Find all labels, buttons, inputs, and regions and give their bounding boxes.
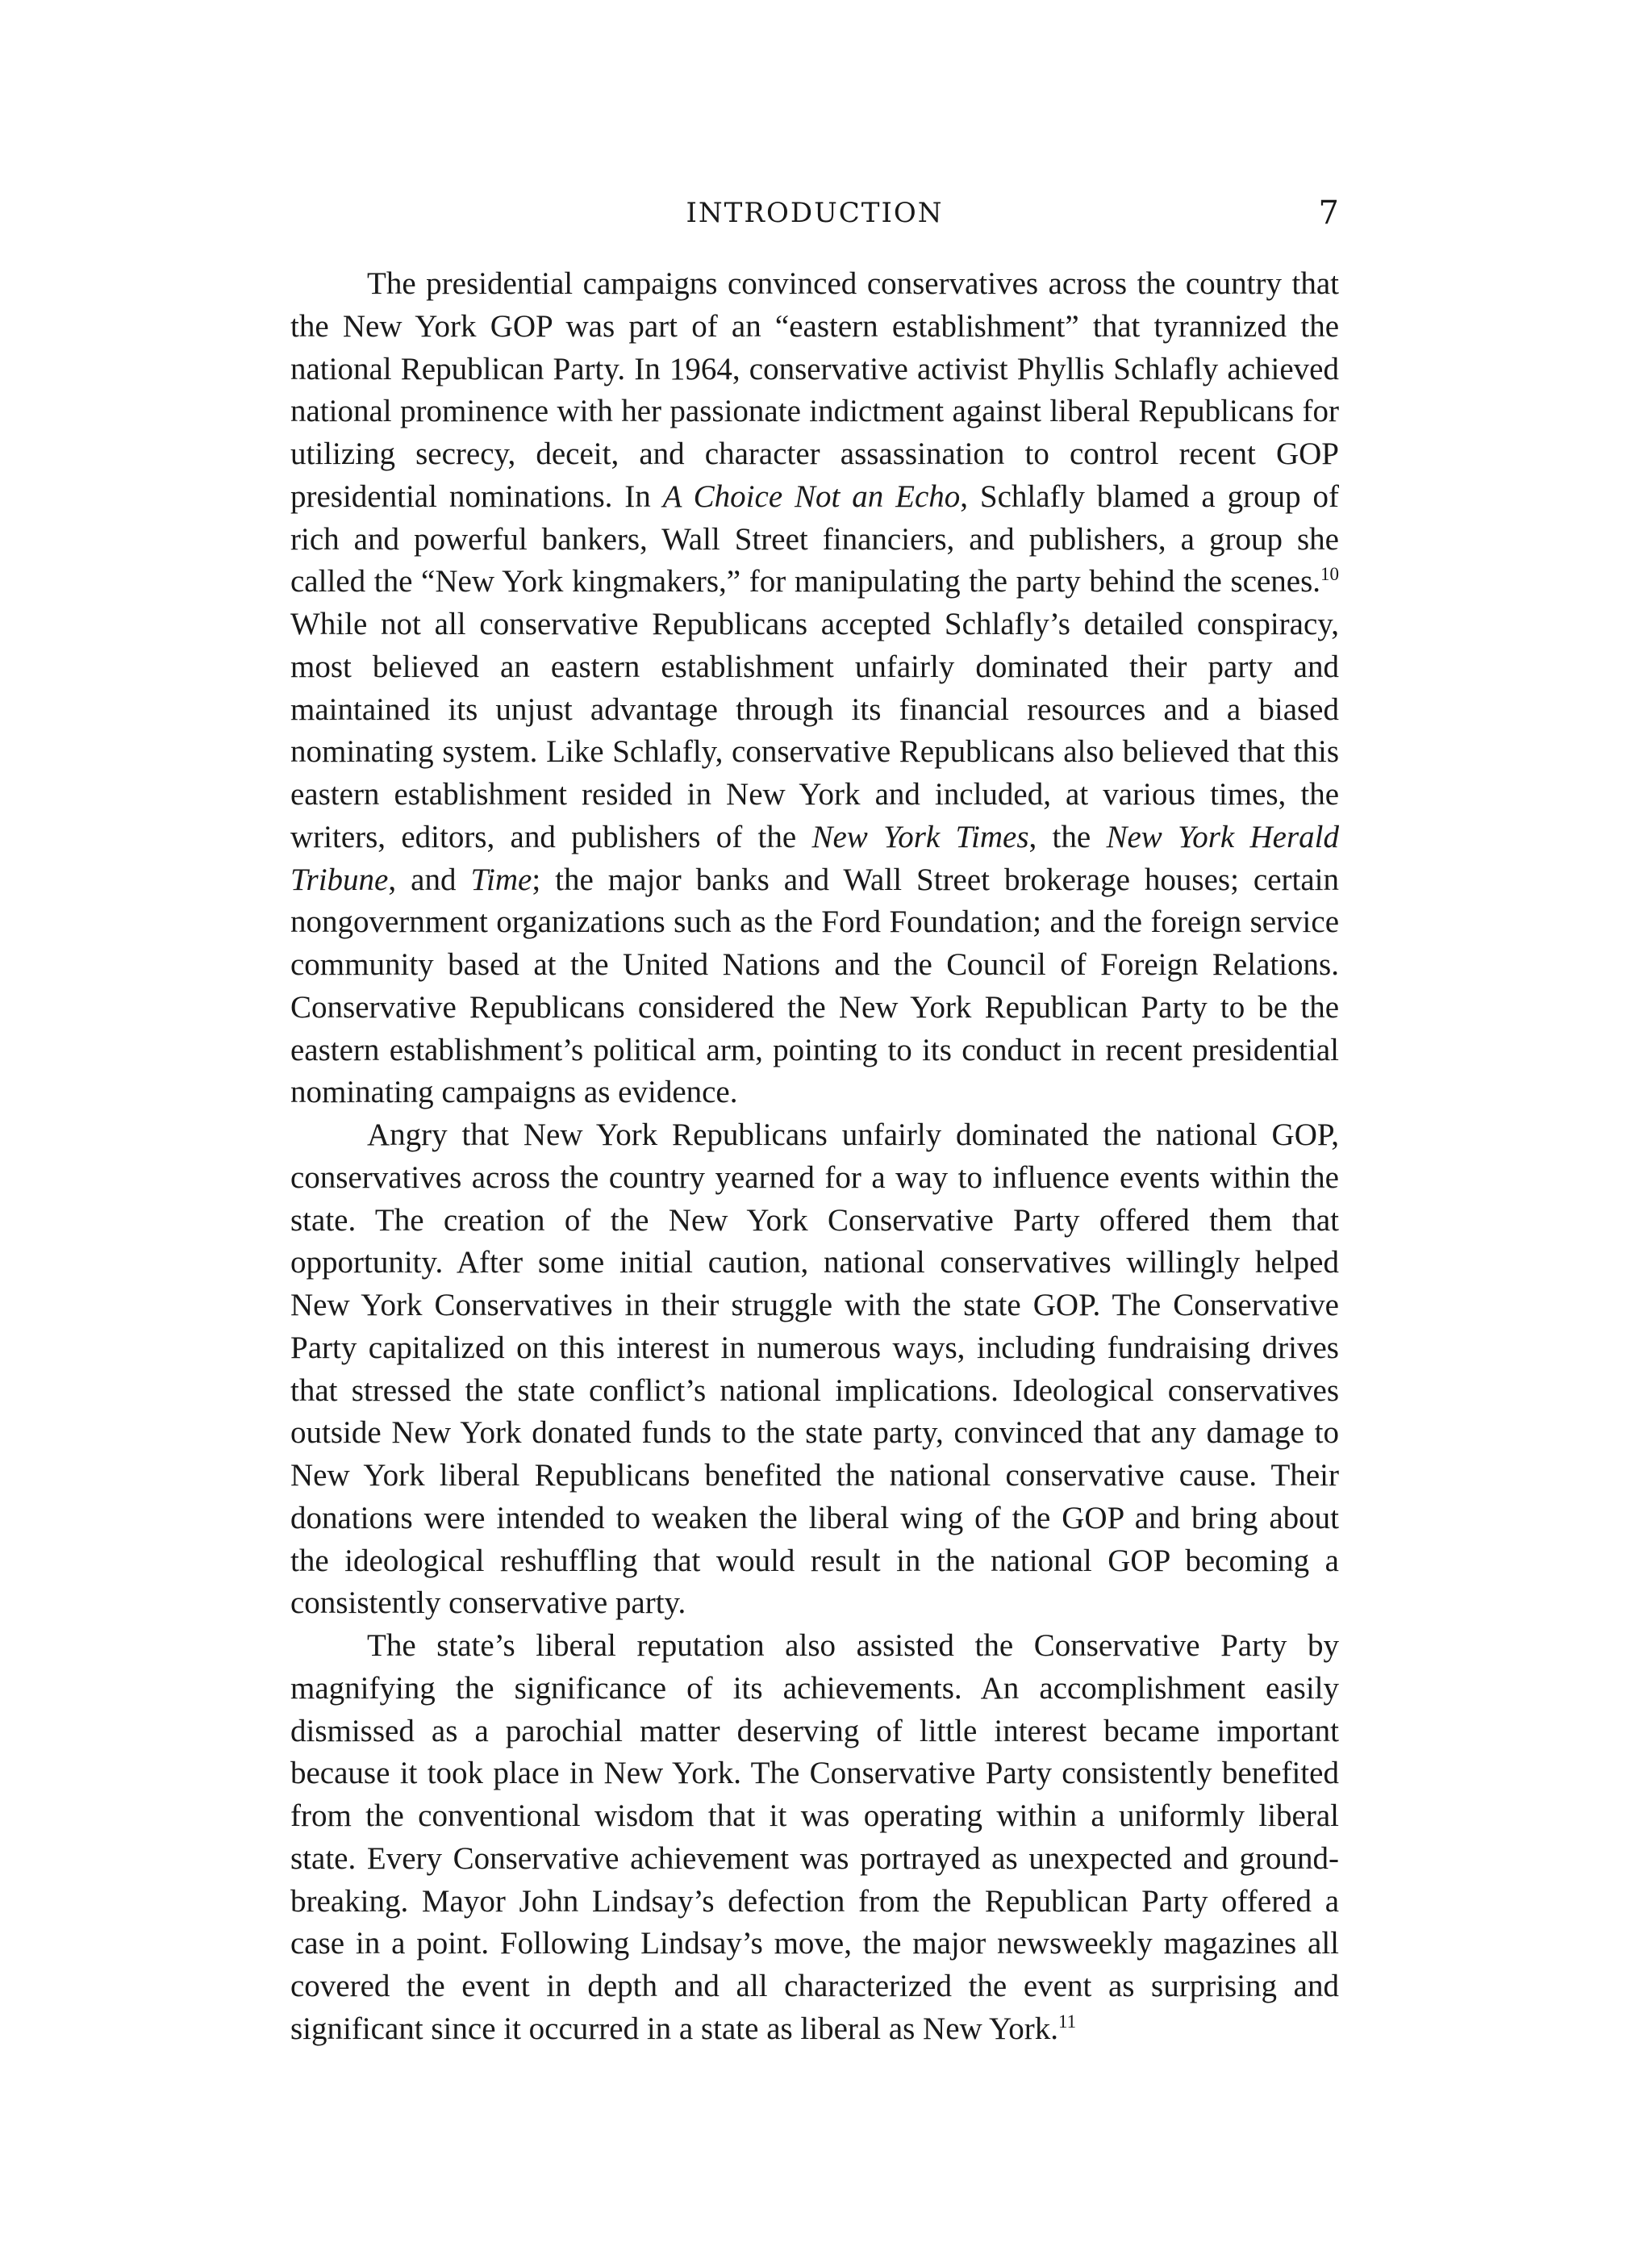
italic-title: A Choice Not an Echo — [662, 478, 961, 514]
text-run: The presidential campaigns convinced conservatives across the country that the New York GOP was part of an “eastern establishment” that tyrannized the national Republican Party. In 1964, conservative activist Phyllis Schlafly achieved national prominence with her passionate indictment against liberal Republicans for utilizing secrecy, deceit, and character assassination to control recent GOP presidential nominations. In — [290, 266, 1339, 514]
paragraph-1 — [290, 263, 1339, 1114]
body-text — [290, 263, 1339, 2051]
page-number: 7 — [1318, 194, 1339, 232]
italic-title: Time — [470, 862, 532, 897]
footnote-ref: 10 — [1320, 564, 1339, 585]
footnote-ref: 11 — [1057, 2011, 1077, 2032]
text-run: While not all conservative Republicans accepted Schlafly’s detailed conspiracy, most believed an eastern establishment unfairly dominated their party and maintained its unjust advantage through its financial resources and a biased nominating system. Like Schlafly, conservative Republicans also believed that this eastern establishment resided in New York and included, at various times, the writers, editors, and publishers of the — [290, 607, 1339, 854]
running-head — [290, 194, 1339, 242]
italic-title: New York Times — [811, 819, 1029, 854]
italic-title: New York Herald Tribune — [290, 819, 1339, 897]
running-title: INTRODUCTION — [686, 197, 944, 229]
text-run: , Schlafly blamed a group of rich and powerful bankers, Wall Street financiers, and publishers, a group she called the “New York kingmakers,” for manipulating the party behind the scenes. — [290, 478, 1339, 599]
text-run: The state’s liberal reputation also assisted the Conservative Party by magnifying the significance of its achievements. An accomplishment easily dismissed as a parochial matter deserving of little interest became important because it took place in New York. The Conservative Party consistently benefited from the conventional wisdom that it was operating within a uniformly liberal state. Every Conservative achievement was portrayed as unexpected and ground-breaking. Mayor John Lindsay’s defection from the Republican Party offered a case in a point. Following Lindsay’s move, the major newsweekly magazines all covered the event in depth and all characterized the event as surprising and significant since it occurred in a state as liberal as New York. — [290, 1628, 1339, 2046]
paragraph-2 — [290, 1114, 1339, 1625]
paragraph-3 — [290, 1625, 1339, 2051]
text-run: , and — [388, 862, 471, 897]
text-run: , the — [1028, 819, 1107, 854]
text-run: ; the major banks and Wall Street brokerage houses; certain nongovernment organizations such as the Ford Foundation; and the foreign service community based at the United Nations and the Council of Foreign Relations. Conservative Republicans considered the New York Republican Party to be the eastern establishment’s political arm, pointing to its conduct in recent presidential nominating campaigns as evidence. — [290, 862, 1340, 1110]
text-run: Angry that New York Republicans unfairly dominated the national GOP, conservatives across the country yearned for a way to influence events within the state. The creation of the New York Conservative Party offered them that opportunity. After some initial caution, national conservatives willingly helped New York Conservatives in their struggle with the state GOP. The Conservative Party capitalized on this interest in numerous ways, including fundraising drives that stressed the state conflict’s national implications. Ideological conservatives outside New York donated funds to the state party, convinced that any damage to New York liberal Republicans benefited the national conservative cause. Their donations were intended to weaken the liberal wing of the GOP and bring about the ideological reshuffling that would result in the national GOP becoming a consistently conservative party. — [290, 1117, 1339, 1621]
